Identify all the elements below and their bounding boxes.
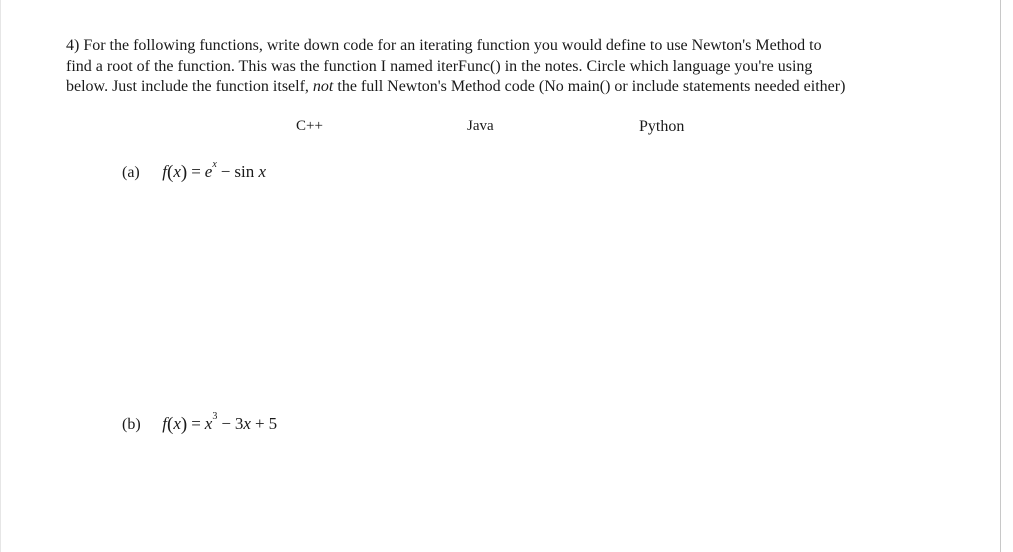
language-option-python[interactable]: Python (639, 118, 685, 135)
language-options (0, 118, 1001, 140)
emphasis-not: not (312, 78, 334, 95)
language-option-java[interactable]: Java (467, 118, 494, 134)
part-a-function: $f(x) = e^x - \sin x$ (162, 159, 267, 183)
question-text (66, 36, 966, 98)
part-a (122, 161, 266, 183)
part-b-function: $f(x) = x^3 - 3x + 5$ (162, 411, 278, 435)
language-option-cpp[interactable]: C++ (296, 118, 323, 134)
question-line-2: find a root of the function. This was the function I named iterFunc() in the notes. Circle which language you're using (66, 57, 813, 75)
question-line-3: below. Just include the function itself, not the full Newton's Method code (No main() or include statements needed either) (66, 78, 846, 95)
question-line-1: 4) For the following functions, write down code for an iterating function you would define to use Newton's Method to (66, 37, 822, 54)
part-b (122, 413, 277, 435)
question-number: 4) (66, 37, 80, 54)
part-a-label: (a) (122, 164, 140, 181)
part-b-label: (b) (122, 416, 141, 433)
